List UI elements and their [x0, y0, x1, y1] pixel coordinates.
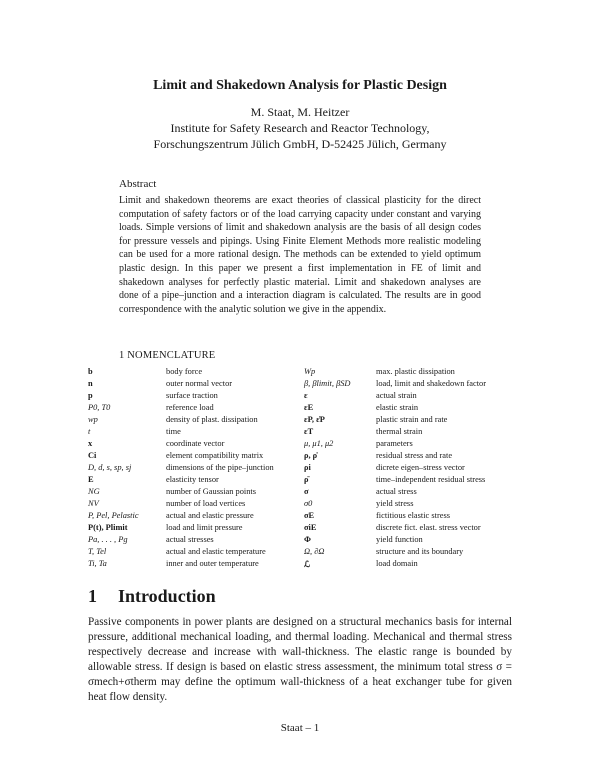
nomenclature-description: actual stresses: [166, 535, 214, 544]
nomenclature-symbol-2: σ0: [304, 499, 313, 508]
nomenclature-symbol: x: [88, 439, 93, 448]
nomenclature-symbol: NG: [88, 487, 100, 496]
section-heading: [88, 586, 216, 607]
nomenclature-symbol-2: ε: [304, 391, 308, 400]
nomenclature-description: actual and elastic pressure: [166, 511, 254, 520]
nomenclature-symbol-2: Φ: [304, 535, 311, 544]
nomenclature-description: reference load: [166, 403, 214, 412]
intro-paragraph: Passive components in power plants are designed on a structural mechanics basis for internal pressure, additional mechanical loading, and thermal loading. Mechanical and thermal stress respectively decrease and increase with wall-thickness. The elastic range is bounded by allowable stress. If design is based on elastic stress assessment, the minimum total stress σ = σmech+σtherm may define the optimum wall-thickness of a heat exchanger tube for given heat flow density.: [88, 616, 512, 703]
nomenclature-description-2: max. plastic dissipation: [376, 367, 455, 376]
paper-title: Limit and Shakedown Analysis for Plastic Design: [153, 78, 447, 93]
nomenclature-description-2: load, limit and shakedown factor: [376, 379, 487, 388]
nomenclature-symbol-2: ρ, ρ̇: [304, 451, 318, 460]
nomenclature-description: dimensions of the pipe–junction: [166, 463, 274, 472]
nomenclature-description-2: thermal strain: [376, 427, 423, 436]
nomenclature-symbol-2: σiE: [304, 523, 317, 532]
nomenclature-description-2: time–independent residual stress: [376, 475, 486, 484]
nomenclature-description: number of Gaussian points: [166, 487, 257, 496]
nomenclature-description-2: structure and its boundary: [376, 547, 464, 556]
nomenclature-description-2: actual stress: [376, 487, 417, 496]
nomenclature-description-2: residual stress and rate: [376, 451, 453, 460]
nomenclature-symbol: b: [88, 367, 93, 376]
nomenclature-symbol-2: ℒ: [304, 560, 311, 569]
nomenclature-symbol: Ci: [88, 451, 97, 460]
nomenclature-description-2: parameters: [376, 439, 413, 448]
author-block: [0, 104, 600, 152]
nomenclature-symbol-2: μ, μ1, μ2: [304, 439, 334, 448]
nomenclature-symbol-2: Wp: [304, 367, 316, 376]
abstract-text: Limit and shakedown theorems are exact theories of classical plasticity for the direct computation of safety factors or of the load carrying capacity under constant and varying loads. Simple versions of limit and shakedown analysis are the basis of all design codes for pressure vessels and pipings. Using Finite Element Methods more realistic modeling can be used for a more rational design. The methods can be extended to yield optimum plastic design. In this paper we present a first implementation in FE of limit and shakedown analyses for perfectly plastic material. Limit and shakedown analyses are done of a pipe–junction and a interaction diagram is calculated. The results are in good correspondence with the analytic solution we give in the appendix.: [119, 195, 481, 315]
nomenclature-description: element compatibility matrix: [166, 451, 264, 460]
nomenclature-description: number of load vertices: [166, 499, 246, 508]
nomenclature-description: body force: [166, 367, 203, 376]
nomenclature-description: elasticity tensor: [166, 475, 219, 484]
nomenclature-symbol-2: εP, ε̇P: [304, 415, 325, 424]
nomenclature-symbol: n: [88, 379, 93, 388]
section-number: 1: [88, 586, 97, 606]
nomenclature-symbol: t: [88, 427, 91, 436]
affiliation-line-2: Forschungszentrum Jülich GmbH, D-52425 Jülich, Germany: [153, 137, 447, 151]
nomenclature-symbol: wp: [88, 415, 98, 424]
nomenclature-symbol-2: εT: [304, 427, 314, 436]
nomenclature-description-2: actual strain: [376, 391, 417, 400]
nomenclature-description: outer normal vector: [166, 379, 233, 388]
affiliation-line-1: Institute for Safety Research and Reactor Technology,: [170, 121, 430, 135]
nomenclature-symbol: Ti, Ta: [88, 559, 107, 568]
nomenclature-description-2: fictitious elastic stress: [376, 511, 450, 520]
page-footer: Staat – 1: [280, 722, 320, 734]
nomenclature-heading: 1 NOMENCLATURE: [119, 350, 216, 361]
nomenclature-symbol: E: [88, 475, 94, 484]
nomenclature-symbol-2: ρi: [304, 463, 311, 472]
nomenclature-description: time: [166, 427, 181, 436]
nomenclature-description-2: yield stress: [376, 499, 414, 508]
nomenclature-description-2: load domain: [376, 559, 418, 568]
nomenclature-symbol-2: σ: [304, 487, 309, 496]
nomenclature-symbol: T, Tel: [88, 547, 107, 556]
nomenclature-symbol: NV: [88, 499, 99, 508]
author-names: M. Staat, M. Heitzer: [250, 105, 350, 119]
abstract-heading: Abstract: [119, 178, 157, 190]
nomenclature-symbol-2: ρ̄: [304, 475, 309, 484]
nomenclature-symbol: P, Pel, Pelastic: [88, 511, 139, 520]
nomenclature-symbol: P0, T0: [88, 403, 111, 412]
nomenclature-description: surface traction: [166, 391, 218, 400]
nomenclature-description: coordinate vector: [166, 439, 225, 448]
nomenclature-description: actual and elastic temperature: [166, 547, 266, 556]
nomenclature-description-2: discrete fict. elast. stress vector: [376, 523, 481, 532]
nomenclature-symbol: Pa, . . . , Pg: [88, 535, 128, 544]
nomenclature-description-2: yield function: [376, 535, 423, 544]
nomenclature-symbol: D, d, s, sp, sj: [88, 463, 132, 472]
nomenclature-description-2: elastic strain: [376, 403, 419, 412]
nomenclature-symbol-2: εE: [304, 403, 314, 412]
nomenclature-description: load and limit pressure: [166, 523, 243, 532]
nomenclature-description: density of plast. dissipation: [166, 415, 258, 424]
nomenclature-symbol: P(t), Plimit: [88, 523, 128, 532]
nomenclature-symbol-2: β, βlimit, βSD: [304, 379, 351, 388]
nomenclature-symbol-2: Ω, ∂Ω: [304, 547, 325, 556]
nomenclature-symbol: p: [88, 391, 93, 400]
section-title: Introduction: [118, 586, 216, 606]
nomenclature-description: inner and outer temperature: [166, 559, 259, 568]
nomenclature-description-2: dicrete eigen–stress vector: [376, 463, 465, 472]
nomenclature-symbol-2: σE: [304, 511, 315, 520]
nomenclature-description-2: plastic strain and rate: [376, 415, 448, 424]
